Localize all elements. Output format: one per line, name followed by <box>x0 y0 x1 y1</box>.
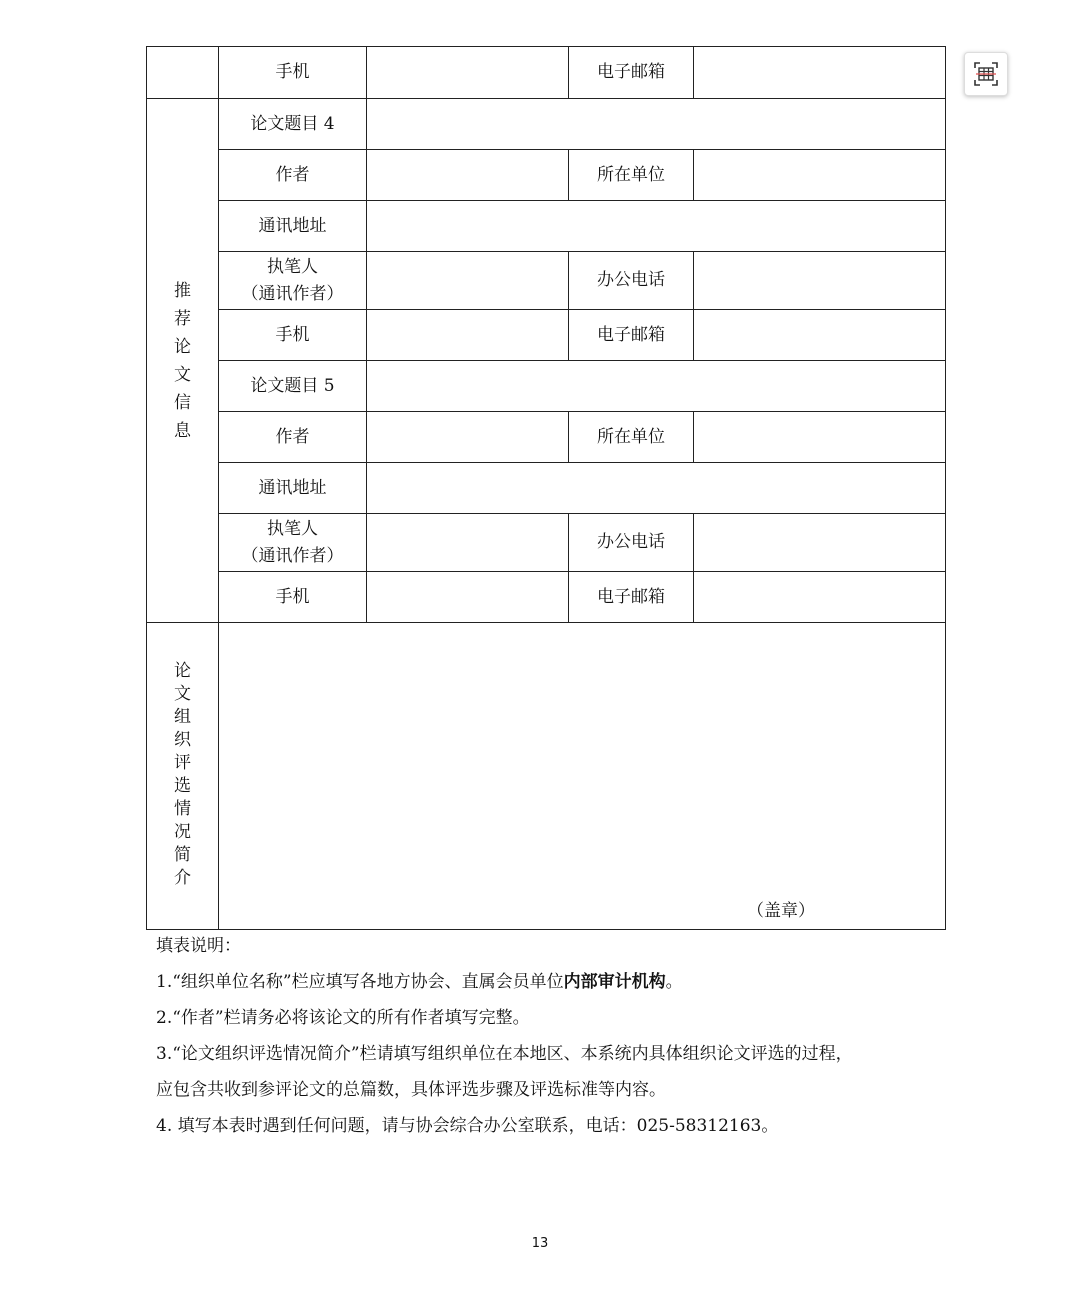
table-row <box>147 623 946 930</box>
summary-label: 论文组织评选情况简介 <box>174 661 191 888</box>
table-row <box>147 572 946 623</box>
table-row <box>147 412 946 463</box>
section-label: 推荐论文信息 <box>174 280 191 441</box>
email-value[interactable] <box>694 572 946 623</box>
address-value[interactable] <box>367 463 946 514</box>
author-value[interactable] <box>367 412 569 463</box>
writer-label <box>219 514 367 572</box>
email-label: 电子邮箱 <box>569 572 694 623</box>
notes-title: 填表说明： <box>156 936 241 956</box>
table-row <box>147 361 946 412</box>
unit-value[interactable] <box>694 150 946 201</box>
writer-label <box>219 252 367 310</box>
unit-label: 所在单位 <box>569 412 694 463</box>
phone-value[interactable] <box>367 47 569 99</box>
table-row <box>147 150 946 201</box>
page-number: 13 <box>531 1236 549 1251</box>
office-phone-label: 办公电话 <box>569 252 694 310</box>
paper-title-label: 论文题目 4 <box>219 99 367 150</box>
unit-value[interactable] <box>694 412 946 463</box>
empty-cell <box>147 47 219 99</box>
address-value[interactable] <box>367 201 946 252</box>
note-item-2: 2.“作者”栏请务必将该论文的所有作者填写完整。 <box>156 1008 530 1028</box>
table-row <box>147 310 946 361</box>
email-value[interactable] <box>694 47 946 99</box>
author-label: 作者 <box>219 150 367 201</box>
office-phone-value[interactable] <box>694 252 946 310</box>
author-value[interactable] <box>367 150 569 201</box>
email-label: 电子邮箱 <box>569 310 694 361</box>
mobile-label: 手机 <box>219 310 367 361</box>
note-item-3-line1: 3.“论文组织评选情况简介”栏请填写组织单位在本地区、本系统内具体组织论文评选的过程， <box>156 1044 853 1064</box>
unit-label: 所在单位 <box>569 150 694 201</box>
email-value[interactable] <box>694 310 946 361</box>
writer-label-line2: （通讯作者） <box>241 545 344 566</box>
table-row <box>147 514 946 572</box>
writer-label-line2: （通讯作者） <box>241 283 344 304</box>
table-recognize-button[interactable] <box>964 52 1008 96</box>
table-row <box>147 252 946 310</box>
office-phone-label: 办公电话 <box>569 514 694 572</box>
address-label: 通讯地址 <box>219 201 367 252</box>
note-item-1-text: 1.“组织单位名称”栏应填写各地方协会、直属会员单位 <box>156 972 564 992</box>
writer-value[interactable] <box>367 514 569 572</box>
note-item-1 <box>156 964 936 1000</box>
note-item-4: 4. 填写本表时遇到任何问题，请与协会综合办公室联系，电话：025-58312163。 <box>156 1116 779 1136</box>
writer-label-line1: 执笔人 <box>267 518 318 539</box>
note-item-1-emphasis: 内部审计机构 <box>563 972 666 992</box>
section-label-cell <box>147 99 219 623</box>
paper-title-value[interactable] <box>367 361 946 412</box>
office-phone-value[interactable] <box>694 514 946 572</box>
address-label: 通讯地址 <box>219 463 367 514</box>
scan-table-icon <box>973 61 999 87</box>
email-label: 电子邮箱 <box>569 47 694 99</box>
mobile-label: 手机 <box>219 572 367 623</box>
note-item-3-line2: 应包含共收到参评论文的总篇数，具体评选步骤及评选标准等内容。 <box>156 1080 666 1100</box>
form-notes <box>156 928 936 1144</box>
paper-title-label: 论文题目 5 <box>219 361 367 412</box>
mobile-value[interactable] <box>367 572 569 623</box>
mobile-value[interactable] <box>367 310 569 361</box>
table-row <box>147 463 946 514</box>
author-label: 作者 <box>219 412 367 463</box>
paper-title-value[interactable] <box>367 99 946 150</box>
writer-value[interactable] <box>367 252 569 310</box>
summary-value[interactable] <box>219 623 946 930</box>
phone-label: 手机 <box>219 47 367 99</box>
table-row <box>147 99 946 150</box>
summary-label-cell <box>147 623 219 930</box>
stamp-label: （盖章） <box>747 901 815 921</box>
paper-info-table <box>146 46 946 930</box>
note-item-1-end: 。 <box>665 972 683 992</box>
table-row <box>147 47 946 99</box>
writer-label-line1: 执笔人 <box>267 256 318 277</box>
table-row <box>147 201 946 252</box>
